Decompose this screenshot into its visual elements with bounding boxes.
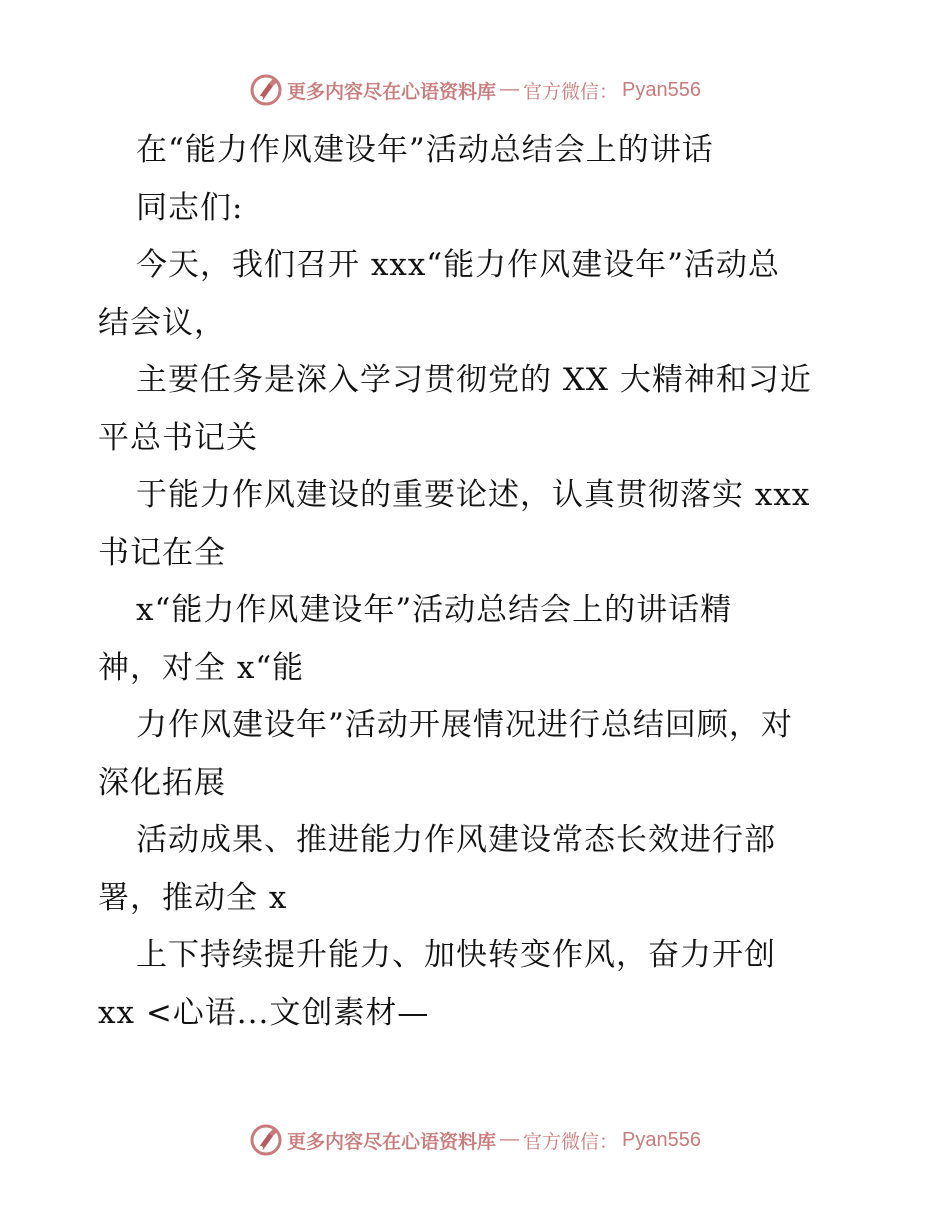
text-line: 神，对全 x“能 bbox=[98, 649, 305, 686]
text-line: 深化拓展 bbox=[98, 764, 226, 801]
text-line: 活动成果、推进能力作风建设常态长效进行部 bbox=[136, 822, 776, 858]
text-line: 于能力作风建设的重要论述，认真贯彻落实 xxx bbox=[136, 477, 811, 513]
text-line: 今天，我们召开 xxx“能力作风建设年”活动总 bbox=[136, 247, 780, 283]
watermark-main-text: 更多内容尽在心语资料库 bbox=[287, 80, 497, 103]
text-line: 署，推动全 x bbox=[98, 879, 288, 916]
pen-logo-icon bbox=[249, 73, 283, 107]
text-line: 在“能力作风建设年”活动总结会上的讲话 bbox=[136, 132, 714, 168]
text-line: xx <心语...文创素材— bbox=[98, 994, 430, 1031]
watermark-main-text: 更多内容尽在心语资料库 bbox=[287, 1130, 497, 1153]
text-line: 结会议， bbox=[98, 304, 226, 341]
text-line: 同志们: bbox=[136, 189, 244, 226]
watermark-dash: — bbox=[500, 1129, 520, 1150]
watermark-label: 官方微信： bbox=[523, 80, 619, 103]
text-line: 力作风建设年”活动开展情况进行总结回顾，对 bbox=[136, 707, 793, 743]
footer-watermark bbox=[0, 1120, 950, 1160]
watermark-id: Pyan556 bbox=[622, 1128, 701, 1151]
watermark-label: 官方微信： bbox=[523, 1130, 619, 1153]
speech-body bbox=[98, 122, 858, 1042]
text-line: x“能力作风建设年”活动总结会上的讲话精 bbox=[136, 592, 733, 628]
watermark-dash: — bbox=[500, 79, 520, 100]
header-watermark bbox=[0, 70, 950, 110]
text-line: 主要任务是深入学习贯彻党的 XX 大精神和习近 bbox=[136, 362, 812, 398]
pen-logo-icon bbox=[249, 1123, 283, 1157]
text-line: 书记在全 bbox=[98, 534, 226, 571]
text-line: 平总书记关 bbox=[98, 419, 258, 456]
text-line: 上下持续提升能力、加快转变作风，奋力开创 bbox=[136, 937, 776, 973]
watermark-id: Pyan556 bbox=[622, 78, 701, 101]
